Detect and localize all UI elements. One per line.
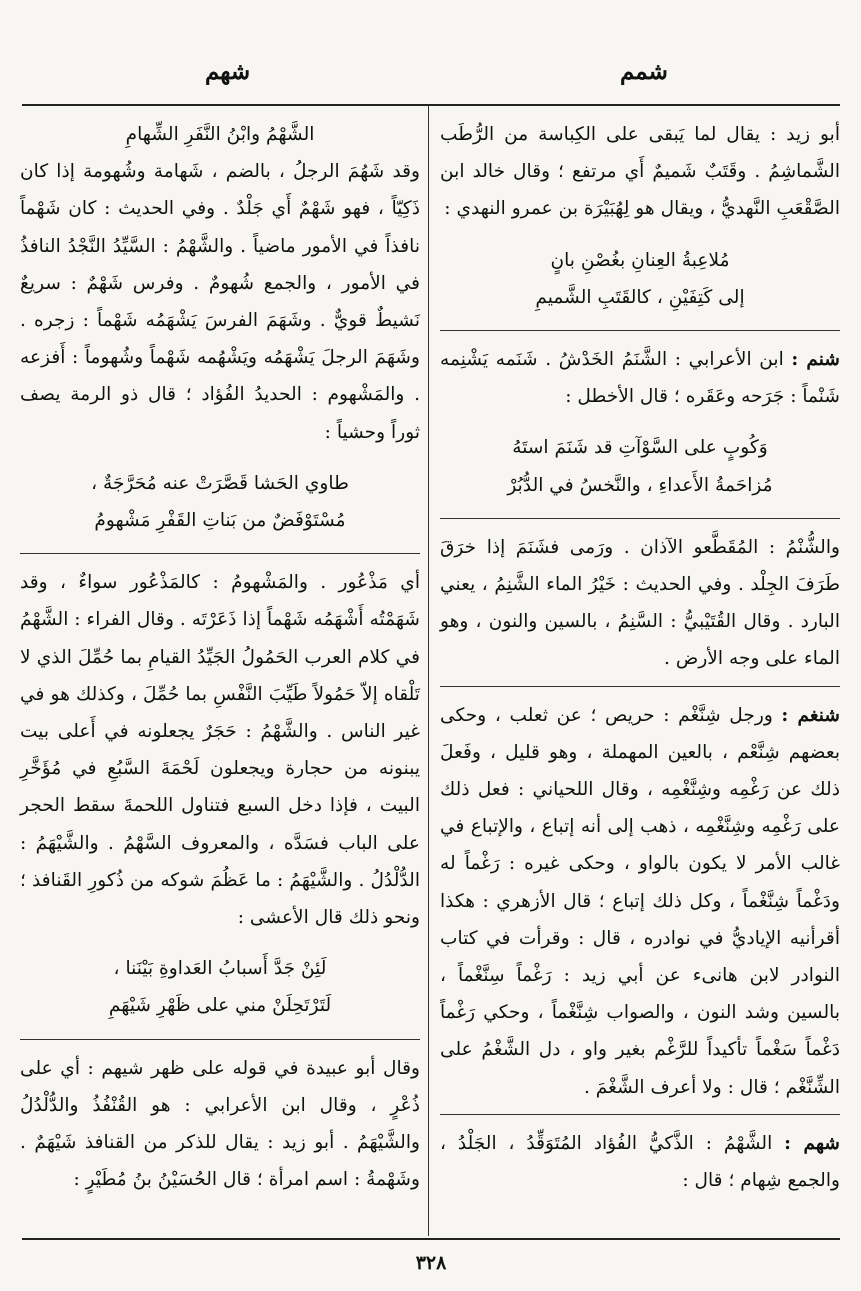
entry-paragraph bbox=[440, 341, 840, 415]
running-header-right: شمم bbox=[620, 58, 668, 85]
column-divider bbox=[428, 106, 429, 1236]
entry-paragraph bbox=[440, 697, 840, 1106]
verse-line: وَكُوبٍ على السَّوْآتِ قد شَنَمَ استَهُ bbox=[512, 437, 768, 459]
verse-line: مُسْتَوْفَضٌ من بَناتِ القَفْرِ مَشْهومُ bbox=[94, 510, 346, 532]
verse-block bbox=[440, 242, 840, 316]
entry-paragraph bbox=[440, 1125, 840, 1199]
verse-line: مُلاعِبةُ العِنانِ بغُصْنِ بانٍ bbox=[550, 249, 730, 271]
entry-text: ابن الأعرابي : الشَّنَمُ الخَدْشُ . شَنَمه يَشْنِمه شَنْماً : جَرَحه وعَقَره ؛ قال الأخطل : bbox=[440, 349, 840, 408]
verse-line: لَئِنْ جَدَّ أَسبابُ العَداوةِ بَيْنَنا ، bbox=[113, 958, 327, 980]
entry-paragraph: أي مَذْعُور . والمَشْهومُ : كالمَذْعُور سواءٌ ، وقد شَهَمْتُه أَشْهَمُه شَهْماً إذا ذَعَرْتَه . وقال الفراء : الشَّهْمُ في كلام العرب الحَمُولُ الجَيِّدُ القيامِ بما حُمِّلَ الذي لا تَلْقاه إلاّ حَمُولاً طَيِّبَ النَّفْسِ بما حُمِّلَ ، وكذلك هو في غير الناس . والشَّهْمُ : حَجَرٌ يجعلونه في أَعلى بيت يبنونه من حجارة ويجعلون لَحْمَةَ السَّبُعِ في مُؤَخَّرِ البيت ، فإذا دخل السبع فتناول اللحمةَ سقط الحجر على الباب فسَدَّه ، والمعروف السَّهْمُ . والشَّيْهَمُ : الدُّلْدُلُ . والشَّيْهَمُ : ما عَظُمَ شوكه من ذُكورِ القَنافذ ؛ ونحو ذلك قال الأعشى : bbox=[20, 572, 420, 929]
header-rule bbox=[22, 104, 840, 106]
entry-paragraph: أبو زيد : يقال لما يَبقى على الكِباسة من الرُّطَب الشَّماشِمُ . وقَتَبٌ شَميمٌ أَي مرتفع ؛ وقال خالد ابن الصَّقْعَبِ النَّهديُّ ، ويقال هو لِهُبَيْرَة بن عمرو النهدي : bbox=[440, 124, 840, 220]
verse-line: إلى كَتِفَيْنِ ، كالقَتَبِ الشَّميمِ bbox=[535, 286, 745, 308]
entry-separator bbox=[20, 553, 420, 554]
entry-text: الشَّهْمُ : الذَّكيُّ الفُؤاد المُتَوَقِّدُ ، الجَلْدُ ، والجمع شِهام ؛ قال : bbox=[440, 1132, 840, 1192]
running-header-left: شهم bbox=[205, 58, 251, 85]
entry-paragraph: وقال أبو عبيدة في قوله على ظهر شيهم : أي على ذُعْرٍ ، وقال ابن الأعرابي : هو القُنْفُذُ والدُّلْدُلُ والشَّيْهَمُ . أبو زيد : يقال للذكر من القنافذ شَيْهَمٌ . وشَهْمةُ : اسم امرأة ؛ قال الحُسَيْنُ بنُ مُطَيْرٍ : bbox=[20, 1057, 420, 1191]
verse-line: طاوي الحَشا قَصَّرَتْ عنه مُحَرَّجَةٌ ، bbox=[91, 472, 349, 494]
entry-paragraph: والشُّنْمُ : المُقَطَّعو الآذان . ورَمى فشَنَمَ إذا خرَقَ طَرَفَ الجِلْد . وفي الحديث : خَيْرُ الماء الشَّنِمُ ، يعني البارد . وقال القُتَيْبيُّ : السَّنِمُ ، بالسين والنون ، وهو الماء على وجه الأرض . bbox=[440, 536, 840, 670]
entry-separator bbox=[440, 686, 840, 687]
left-column bbox=[20, 116, 420, 1198]
entry-text: ورجل شِنَّغْم : حريص ؛ عن ثعلب ، وحكى بعضهم شِنَّعْم ، بالعين المهملة ، وهو قليل ، وفَعلَ ذلك عن رَغْمِه وشِنَّغْمِه ، وقال اللحياني : فعل ذلك على رَغْمِه وشِنَّغْمِه ، ذهب إلى أنه إتباع ، والإتباع في غالب الأمر لا يكون بالواو ، وحكى غيره : رَغْماً له ودَغْماً شِنَّغْماً ، وكل ذلك إتباع ؛ قال الأزهري : هكذا أقرأنيه الإياديُّ في نوادره ، قال : وقرأت في كتاب النوادر لابن هانىء عن أبي زيد : رَغْماً سِنَّغْماً ، بالسين وشد النون ، والصواب شِنَّغْماً ، وحكي رَغْماً دَغْماً سَغْماً تأكيداً للرَّغْم بغير واو ، دل الشَّغْمُ على الشِّنَّغْم ؛ قال : ولا أعرف الشَّغْمَ . bbox=[440, 704, 840, 1098]
headword: شنغم : bbox=[781, 704, 840, 726]
verse-block bbox=[20, 950, 420, 1024]
footer-rule bbox=[22, 1238, 840, 1240]
verse-line: لَتَرْتَحِلَنْ مني على ظَهْرِ شَيْهَمِ bbox=[108, 995, 332, 1017]
headword: شنم : bbox=[791, 349, 840, 371]
verse-line: الشَّهْمُ وابْنُ النَّفَرِ الشِّهامِ bbox=[125, 124, 315, 145]
verse-block bbox=[440, 429, 840, 503]
entry-separator bbox=[440, 1114, 840, 1115]
page-number: ٣٢٨ bbox=[415, 1252, 447, 1274]
entry-paragraph: وقد شَهُمَ الرجلُ ، بالضم ، شَهامة وشُهومة إذا كان ذَكِيّاً ، فهو شَهْمٌ أَي جَلْدٌ . وفي الحديث : كان شَهْماً نافذاً في الأمور ماضياً . والشَّهْمُ : السَّيِّدُ النَّجْدُ النافذُ في الأمور ، والجمع شُهومٌ . وفرس شَهْمٌ : سريعٌ نَشيطٌ قويٌّ . وشَهَمَ الفرسَ يَشْهَمُه شَهْماً : زجره . وشَهَمَ الرجلَ يَشْهَمُه ويَشْهُمه شَهْماً وشُهوماً : أَفزعه . والمَشْهوم : الحديدُ الفُؤاد ؛ قال ذو الرمة يصف ثوراً وحشياً : bbox=[20, 161, 420, 443]
verse-line: مُزاحَمةُ الأَعداءِ ، والنَّخسُ في الدُّبُرْ bbox=[507, 474, 773, 496]
headword: شهم : bbox=[784, 1132, 840, 1154]
entry-separator bbox=[440, 330, 840, 331]
right-column bbox=[440, 116, 840, 1199]
entry-separator bbox=[20, 1039, 420, 1040]
verse-block bbox=[20, 465, 420, 539]
entry-separator bbox=[440, 518, 840, 519]
